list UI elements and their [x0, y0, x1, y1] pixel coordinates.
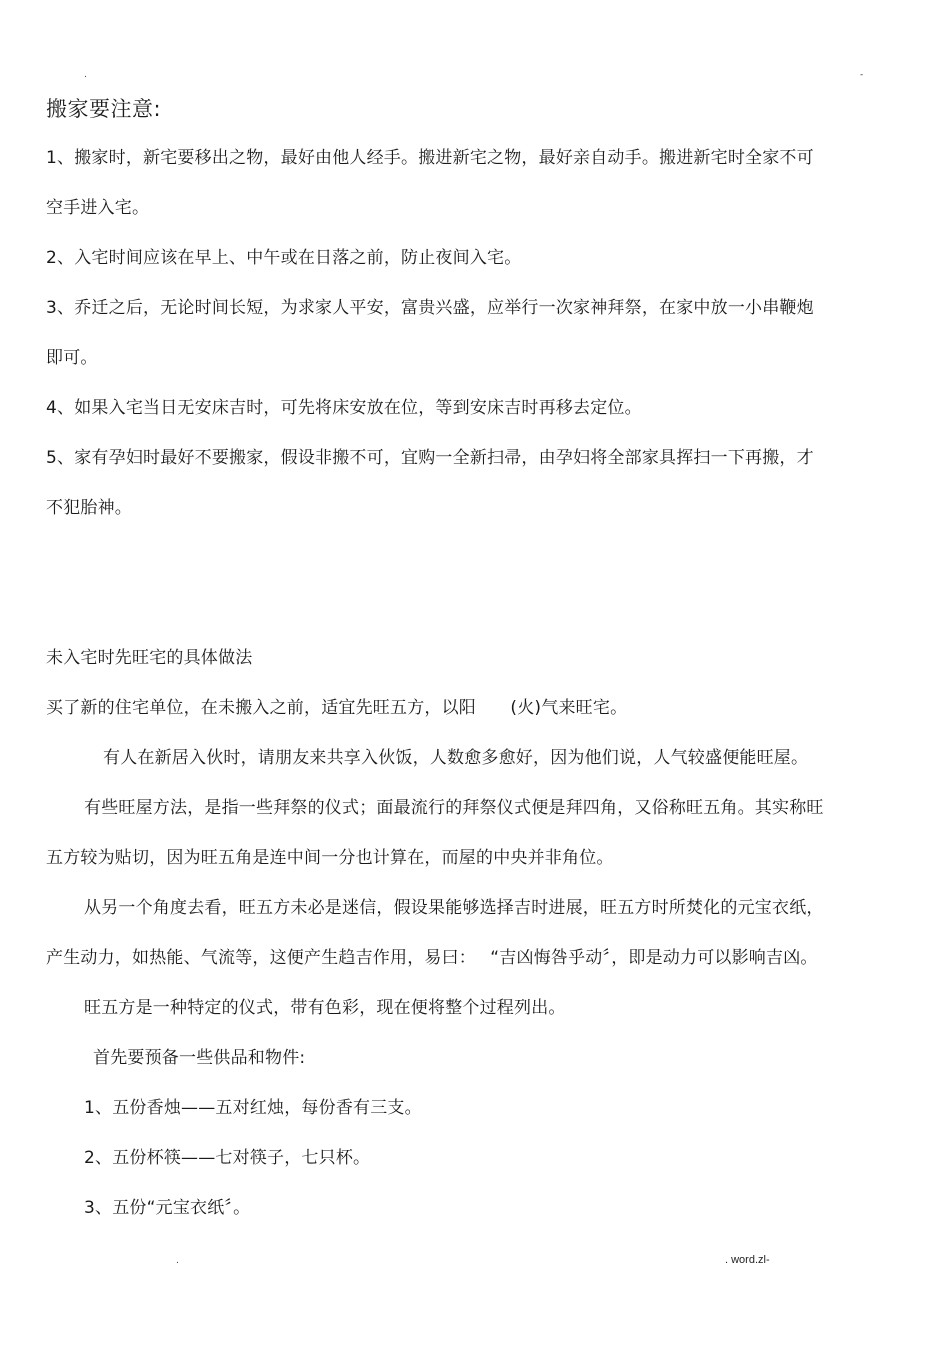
list-item: 3、五份“元宝衣纸〞。 — [84, 1198, 251, 1218]
paragraph-line: 4、如果入宅当日无安床吉时，可先将床安放在位，等到安床吉时再移去定位。 — [46, 398, 642, 418]
header-right-mark: - — [860, 70, 864, 80]
section-title: 搬家要注意: — [46, 97, 162, 121]
paragraph-line: 从另一个角度去看，旺五方未必是迷信，假设果能够选择吉时进展，旺五方时所焚化的元宝衣纸， — [84, 898, 824, 918]
list-item: 2、五份杯筷——七对筷子，七只杯。 — [84, 1148, 371, 1168]
paragraph-line: 2、入宅时间应该在早上、中午或在日落之前，防止夜间入宅。 — [46, 248, 522, 268]
list-item: 1、五份香烛——五对红烛，每份香有三支。 — [84, 1098, 422, 1118]
paragraph-line: 五方较为贴切，因为旺五角是连中间一分也计算在，而屋的中央并非角位。 — [46, 848, 614, 868]
paragraph-line: 3、乔迁之后，无论时间长短，为求家人平安，富贵兴盛，应举行一次家神拜祭，在家中放一小串鞭炮 — [46, 298, 814, 318]
paragraph-line: 产生动力，如热能、气流等，这便产生趋吉作用，易曰： “吉凶悔咎乎动〞，即是动力可以影响吉凶。 — [46, 948, 818, 968]
header-left-mark: . — [84, 70, 87, 80]
paragraph-line: 即可。 — [46, 348, 98, 368]
paragraph-line: 空手进入宅。 — [46, 198, 150, 218]
paragraph-line: 有人在新居入伙时，请朋友来共享入伙饭，人数愈多愈好，因为他们说，人气较盛便能旺屋。 — [103, 748, 809, 768]
paragraph-line: 有些旺屋方法，是指一些拜祭的仪式；面最流行的拜祭仪式便是拜四角，又俗称旺五角。其实称旺 — [84, 798, 824, 818]
footer-left-mark: . — [176, 1256, 179, 1266]
paragraph-line: 1、搬家时，新宅要移出之物，最好由他人经手。搬进新宅之物，最好亲自动手。搬进新宅时全家不可 — [46, 148, 814, 168]
footer-watermark: . word.zl- — [725, 1254, 770, 1266]
paragraph-line: 首先要预备一些供品和物件: — [93, 1048, 306, 1068]
section-title: 未入宅时先旺宅的具体做法 — [46, 648, 253, 668]
paragraph-line: 旺五方是一种特定的仪式，带有色彩，现在便将整个过程列出。 — [84, 998, 566, 1018]
paragraph-line: 不犯胎神。 — [46, 498, 132, 518]
paragraph-line: 买了新的住宅单位，在未搬入之前，适宜先旺五方，以阳 (火)气来旺宅。 — [46, 698, 628, 718]
paragraph-line: 5、家有孕妇时最好不要搬家，假设非搬不可，宜购一全新扫帚，由孕妇将全部家具挥扫一下再搬，才 — [46, 448, 814, 468]
